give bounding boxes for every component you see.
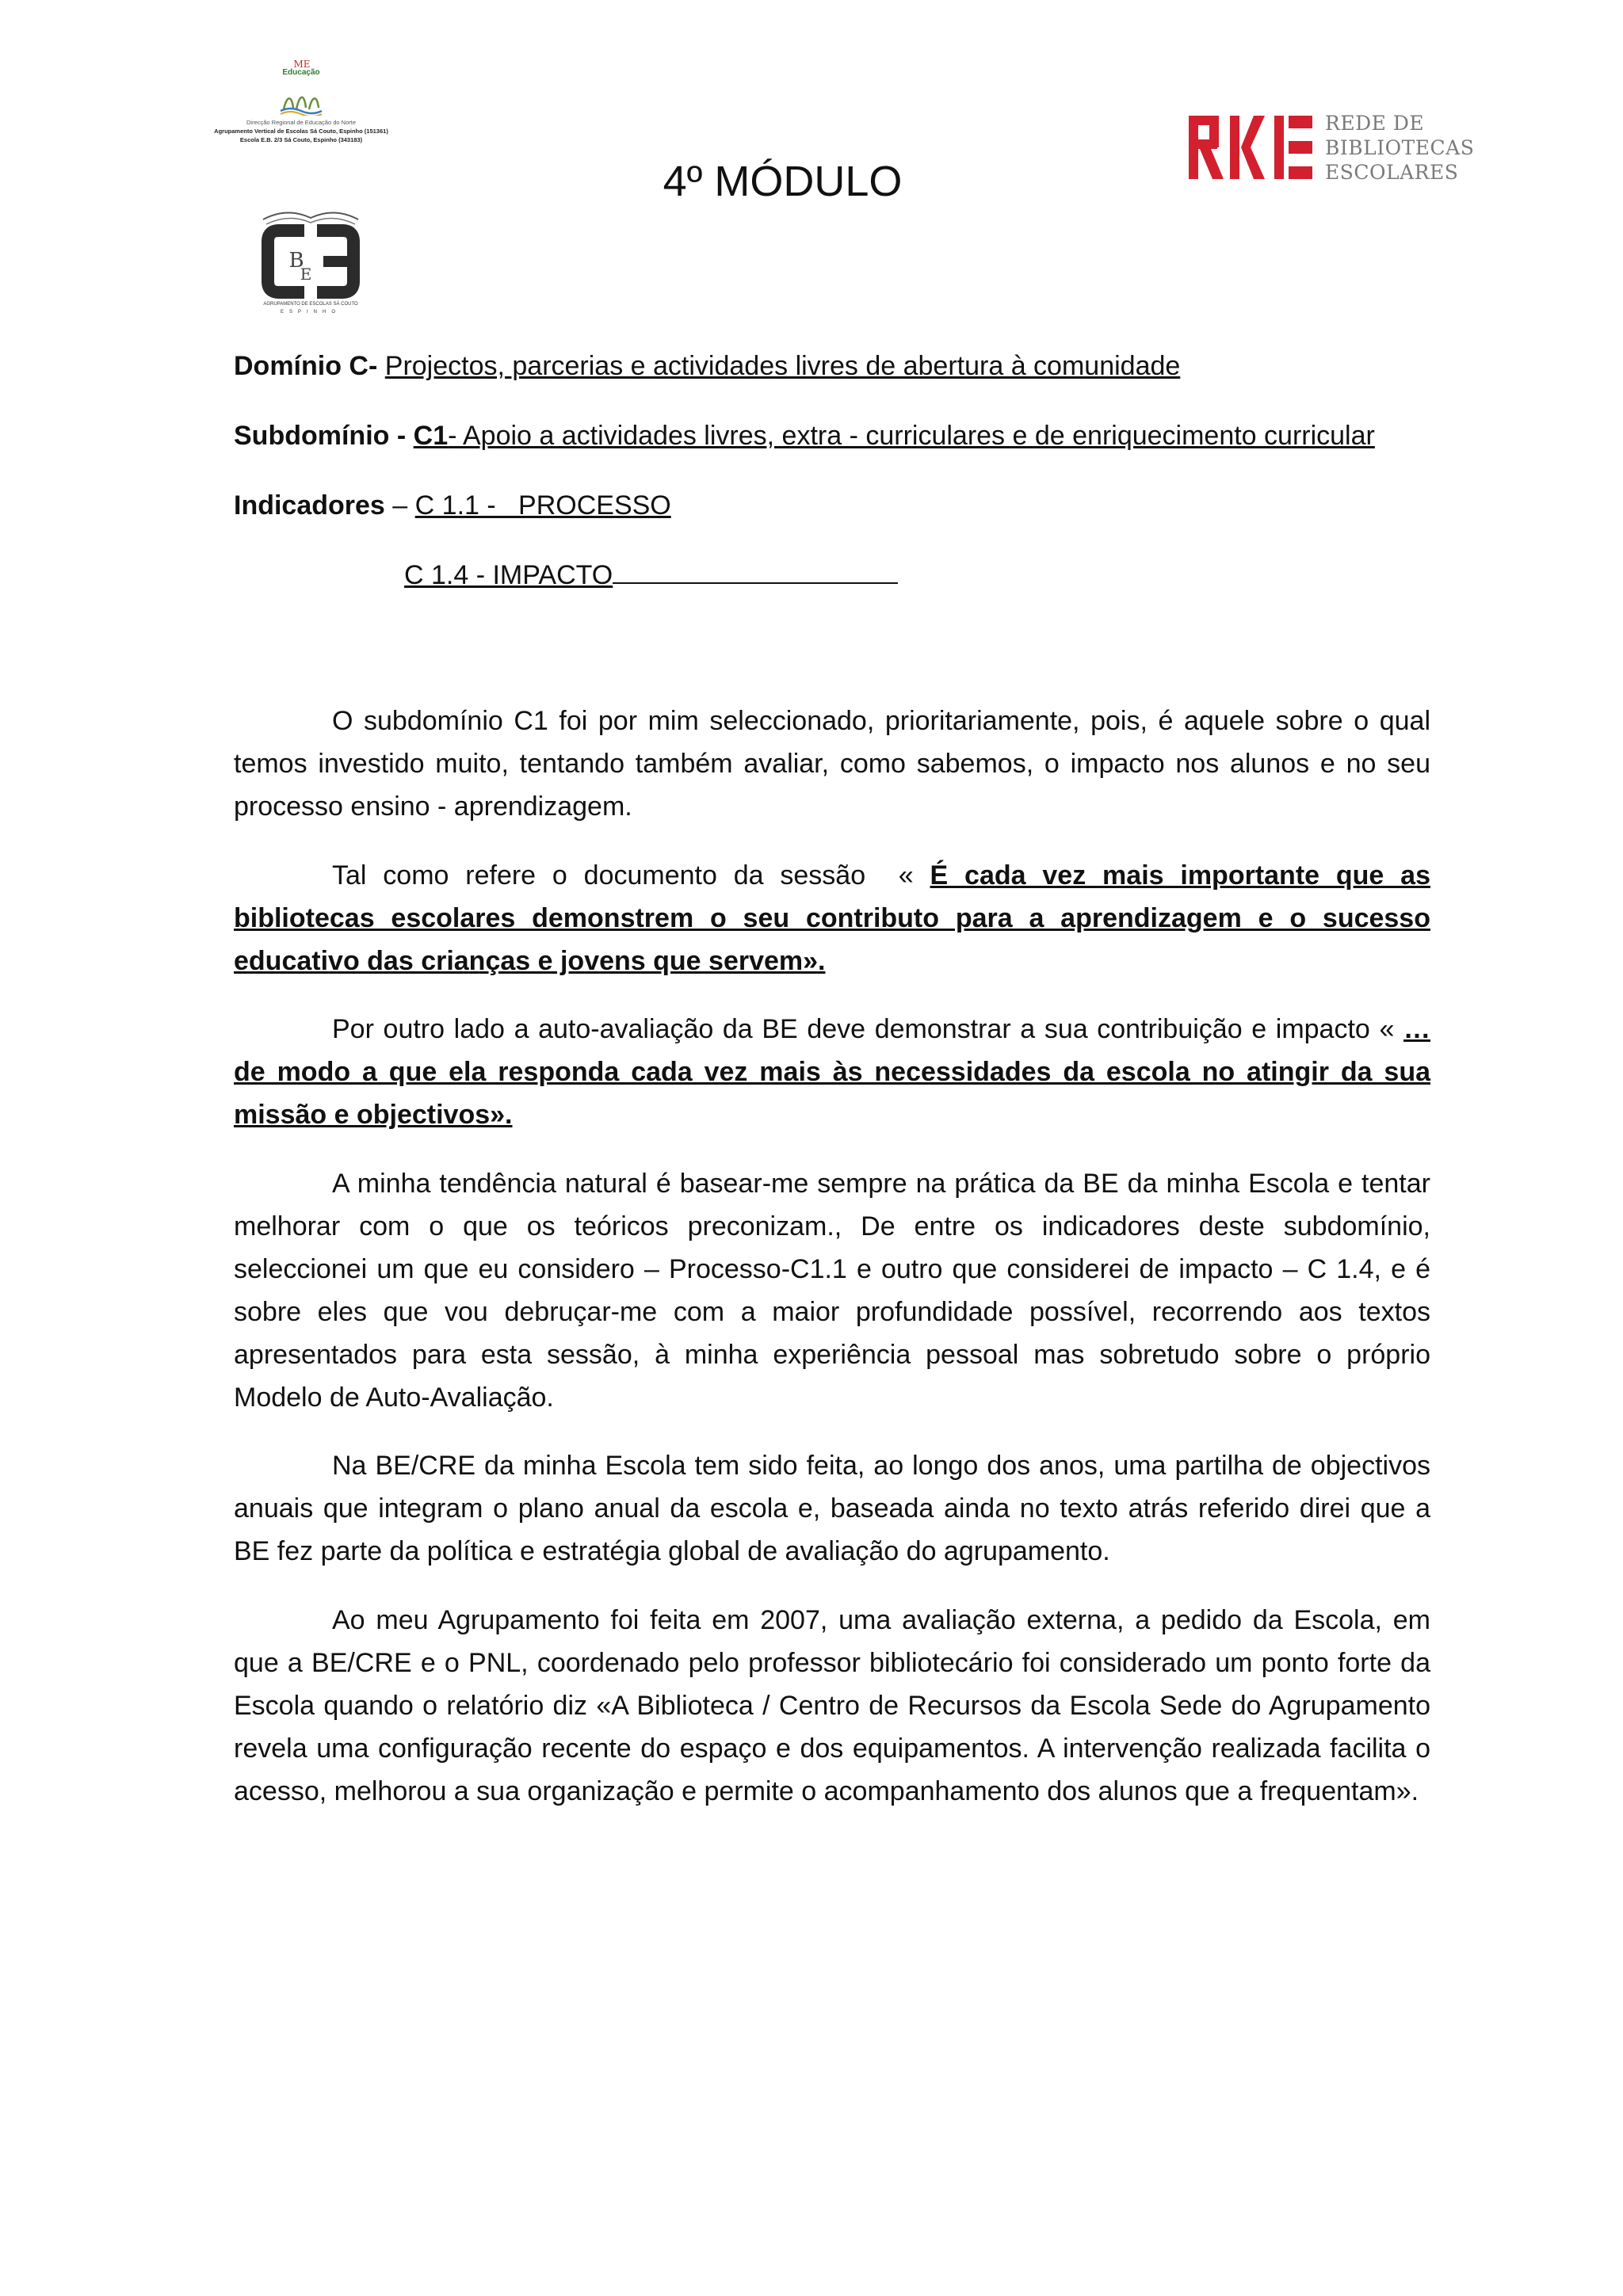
paragraph-4-text: A minha tendência natural é basear-me sempre na prática da BE da minha Escola e tentar melhorar com o que os teóricos preconizam., De entre os indicadores deste subdomínio, seleccionei um que eu considero – Processo-C1.1 e outro que considerei de impacto – C 1.4, e é sobre eles que vou debruçar-me com a maior profundidade possível, recorrendo aos textos apresentados para esta sessão, à minha experiência pessoal mas sobretudo sobre o próprio Modelo de Auto-Avaliação. bbox=[234, 1169, 1430, 1413]
library-book-icon bbox=[247, 202, 374, 301]
paragraph-4 bbox=[234, 1162, 1430, 1419]
paragraph-1 bbox=[234, 700, 1430, 828]
ministry-logo bbox=[190, 49, 412, 160]
svg-text:ME: ME bbox=[293, 59, 311, 70]
library-caption-2: ESPINHO bbox=[280, 310, 341, 315]
paragraph-5 bbox=[234, 1444, 1430, 1573]
rbe-line-1: REDE DE bbox=[1325, 112, 1425, 135]
dominio-label: Domínio C- bbox=[234, 351, 378, 381]
indicadores-label: Indicadores bbox=[234, 490, 385, 521]
svg-text:B: B bbox=[288, 249, 304, 273]
indicador-2: C 1.4 - IMPACTO bbox=[404, 560, 613, 590]
svg-text:E: E bbox=[300, 265, 312, 284]
paragraph-6 bbox=[234, 1599, 1430, 1813]
library-caption-1: AGRUPAMENTO DE ESCOLAS SÁ COUTO bbox=[263, 302, 358, 307]
library-logo bbox=[247, 202, 374, 321]
subdominio-line bbox=[234, 418, 1375, 453]
paragraph-1-text: O subdomínio C1 foi por mim seleccionado, prioritariamente, pois, é aquele sobre o qual temos investido muito, tentando também avaliar, como sabemos, o impacto nos alunos e no seu processo ensino - aprendizagem. bbox=[234, 706, 1430, 822]
subdominio-code: C1 bbox=[413, 421, 449, 451]
directorate-text: Direcção Regional de Educação do Norte bbox=[246, 119, 356, 126]
rbe-line-3: ESCOLARES bbox=[1325, 161, 1459, 184]
subdominio-value: - Apoio a actividades livres, extra - curriculares e de enriquecimento curricular bbox=[448, 421, 1375, 451]
indicador-2-line bbox=[404, 558, 898, 593]
paragraph-2-intro: Tal como refere o documento da sessão « bbox=[332, 860, 930, 891]
underline-filler bbox=[613, 559, 898, 584]
indicadores-line bbox=[234, 488, 671, 523]
paragraph-3-intro: Por outro lado a auto-avaliação da BE deve demonstrar a sua contribuição e impacto « bbox=[332, 1014, 1403, 1044]
dominio-line bbox=[234, 349, 1180, 383]
paragraph-6-text: Ao meu Agrupamento foi feita em 2007, uma avaliação externa, a pedido da Escola, em que a BE/CRE e o PNL, coordenado pelo professor bibliotecário foi considerado um ponto forte da Escola quando o relatório diz «A Biblioteca / Centro de Recursos da Escola Sede do Agrupamento revela uma configuração recente do espaço e dos equipamentos. A intervenção realizada facilita o acesso, melhorou a sua organização e permite o acompanhamento dos alunos que a frequentam». bbox=[234, 1605, 1430, 1806]
indicador-1: C 1.1 - PROCESSO bbox=[414, 490, 671, 521]
paragraph-3-quote: … de modo a que ela responda cada vez mais às necessidades da escola no atingir da sua missão e objectivos». bbox=[234, 1014, 1430, 1130]
paragraph-2 bbox=[234, 854, 1430, 982]
paragraph-3 bbox=[234, 1008, 1430, 1136]
page-title: 4º MÓDULO bbox=[663, 158, 903, 205]
rbe-line-2: BIBLIOTECAS bbox=[1325, 136, 1475, 159]
school-waves-icon bbox=[277, 87, 325, 116]
ministry-brand: Educação bbox=[282, 68, 320, 77]
subdominio-label: Subdomínio - bbox=[234, 421, 407, 451]
school-name-text: Escola E.B. 2/3 Sá Couto, Espinho (343183) bbox=[239, 136, 363, 143]
paragraph-2-quote: É cada vez mais importante que as bibliotecas escolares demonstrem o seu contributo para a aprendizagem e o sucesso educativo das crianças e jovens que servem». bbox=[234, 860, 1430, 976]
dominio-value: Projectos, parcerias e actividades livres de abertura à comunidade bbox=[384, 351, 1181, 381]
indicadores-dash: – bbox=[384, 490, 415, 521]
paragraph-5-text: Na BE/CRE da minha Escola tem sido feita, ao longo dos anos, uma partilha de objectivos anuais que integram o plano anual da escola e, baseada ainda no texto atrás referido direi que a BE fez parte da política e estratégia global de avaliação do agrupamento. bbox=[234, 1451, 1430, 1566]
school-group-text: Agrupamento Vertical de Escolas Sá Couto, Espinho (151361) bbox=[214, 128, 388, 135]
